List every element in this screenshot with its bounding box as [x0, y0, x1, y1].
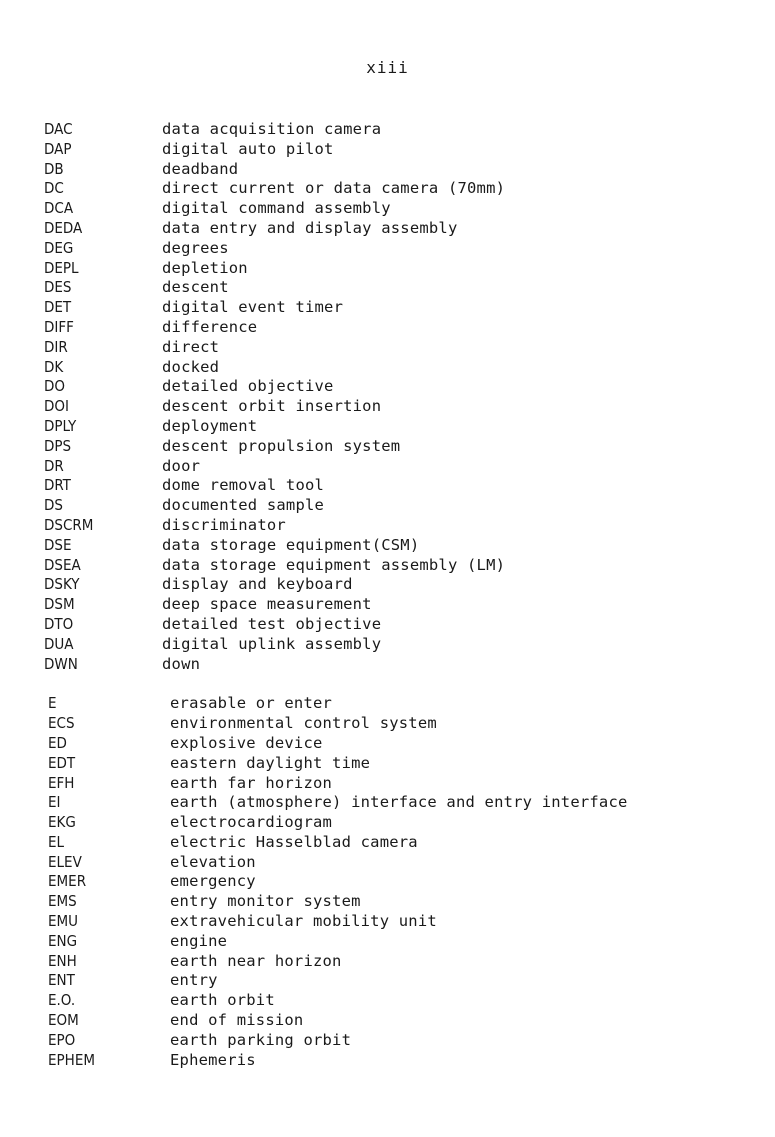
glossary-entry [44, 1051, 744, 1071]
glossary-entry [44, 694, 744, 714]
glossary-entry [44, 278, 744, 298]
glossary-entry [44, 714, 744, 734]
abbreviation: DAP [44, 139, 72, 158]
glossary-entry [44, 199, 744, 219]
abbreviation: DUA [44, 634, 74, 653]
page-number: xiii [366, 58, 409, 77]
definition: engine [170, 931, 228, 950]
section-spacer [44, 674, 744, 694]
definition: deadband [162, 159, 239, 178]
glossary-entry [44, 556, 744, 576]
definition: descent [162, 278, 229, 297]
abbreviation: ENT [48, 971, 75, 990]
definition: earth parking orbit [170, 1030, 352, 1049]
abbreviation: EMS [48, 892, 77, 911]
glossary-entry [44, 160, 744, 180]
definition: Ephemeris [170, 1050, 256, 1069]
abbreviation: E [48, 694, 57, 713]
glossary-entry [44, 457, 744, 477]
definition: detailed test objective [162, 614, 382, 633]
abbreviation: DC [44, 179, 64, 198]
glossary-entry [44, 338, 744, 358]
glossary-entry [44, 912, 744, 932]
abbreviation: EMU [48, 912, 79, 931]
abbreviation: EL [48, 832, 65, 851]
abbreviation: DPLY [44, 416, 77, 435]
abbreviation: ECS [48, 714, 75, 733]
definition: difference [162, 317, 258, 336]
definition: emergency [170, 872, 256, 891]
definition: detailed objective [162, 377, 334, 396]
definition: digital uplink assembly [162, 634, 382, 653]
abbreviation: DB [44, 159, 64, 178]
abbreviation: ENG [48, 931, 78, 950]
glossary-entry [44, 536, 744, 556]
abbreviation: ELEV [48, 852, 82, 871]
glossary-entry [44, 952, 744, 972]
definition: documented sample [162, 496, 325, 515]
abbreviation: DPS [44, 436, 72, 455]
abbreviation: DWN [44, 654, 78, 673]
definition: earth (atmosphere) interface and entry interface [170, 793, 628, 812]
glossary-entry [44, 516, 744, 536]
glossary-entry [44, 635, 744, 655]
definition: environmental control system [170, 714, 437, 733]
definition: eastern daylight time [170, 753, 371, 772]
glossary-entry [44, 259, 744, 279]
glossary-entry [44, 615, 744, 635]
abbreviation: EI [48, 793, 61, 812]
definition: electrocardiogram [170, 813, 333, 832]
definition: digital event timer [162, 298, 344, 317]
definition: down [162, 654, 201, 673]
definition: depletion [162, 258, 248, 277]
glossary-entry [44, 437, 744, 457]
glossary-entry [44, 971, 744, 991]
abbreviation: ED [48, 733, 67, 752]
abbreviation: EDT [48, 753, 76, 772]
abbreviation: DSCRM [44, 515, 94, 534]
abbreviation: DRT [44, 476, 71, 495]
abbreviation: EOM [48, 1011, 79, 1030]
abbreviation: DO [44, 377, 66, 396]
definition: docked [162, 357, 220, 376]
abbreviation: DSE [44, 535, 72, 554]
abbreviation: EPHEM [48, 1050, 95, 1069]
glossary-entry [44, 892, 744, 912]
abbreviation: DOI [44, 397, 69, 416]
abbreviation: E.O. [48, 991, 76, 1010]
definition: direct current or data camera (70mm) [162, 179, 506, 198]
abbreviation: DSEA [44, 555, 81, 574]
glossary-entry [44, 239, 744, 259]
glossary-entry [44, 595, 744, 615]
glossary-entry [44, 358, 744, 378]
definition: elevation [170, 852, 256, 871]
abbreviation: DS [44, 496, 63, 515]
glossary-entry [44, 318, 744, 338]
glossary-entry [44, 219, 744, 239]
abbreviation: DET [44, 298, 72, 317]
glossary-entry [44, 872, 744, 892]
glossary-entry [44, 496, 744, 516]
definition: discriminator [162, 515, 286, 534]
abbreviation: DTO [44, 614, 74, 633]
definition: data storage equipment assembly (LM) [162, 555, 506, 574]
definition: degrees [162, 238, 229, 257]
abbreviation: DR [44, 456, 64, 475]
abbreviation: DAC [44, 120, 73, 138]
abbreviation: EMER [48, 872, 87, 891]
abbreviation: EKG [48, 813, 76, 832]
definition: digital auto pilot [162, 139, 334, 158]
definition: descent propulsion system [162, 436, 401, 455]
glossary-entry [44, 417, 744, 437]
glossary-entry [44, 932, 744, 952]
glossary-entry [44, 1011, 744, 1031]
abbreviation-glossary [44, 120, 744, 1070]
glossary-section-e [44, 694, 744, 1070]
abbreviation: DEPL [44, 258, 79, 277]
abbreviation: DCA [44, 199, 74, 218]
definition: extravehicular mobility unit [170, 912, 437, 931]
glossary-entry [44, 813, 744, 833]
abbreviation: DEDA [44, 218, 83, 237]
glossary-entry [44, 1031, 744, 1051]
definition: earth far horizon [170, 773, 333, 792]
definition: direct [162, 337, 220, 356]
abbreviation: DK [44, 357, 64, 376]
glossary-section-d [44, 120, 744, 674]
definition: deployment [162, 416, 258, 435]
glossary-entry [44, 575, 744, 595]
glossary-entry [44, 734, 744, 754]
abbreviation: DSKY [44, 575, 80, 594]
definition: deep space measurement [162, 595, 372, 614]
definition: earth near horizon [170, 951, 342, 970]
definition: data entry and display assembly [162, 218, 458, 237]
abbreviation: DIR [44, 337, 68, 356]
definition: door [162, 456, 201, 475]
definition: end of mission [170, 1011, 304, 1030]
definition: erasable or enter [170, 694, 333, 713]
definition: digital command assembly [162, 199, 391, 218]
definition: entry [170, 971, 218, 990]
glossary-entry [44, 298, 744, 318]
abbreviation: EPO [48, 1030, 76, 1049]
abbreviation: DEG [44, 238, 74, 257]
definition: entry monitor system [170, 892, 361, 911]
definition: data acquisition camera [162, 120, 382, 138]
glossary-entry [44, 377, 744, 397]
definition: dome removal tool [162, 476, 325, 495]
abbreviation: DES [44, 278, 72, 297]
glossary-entry [44, 140, 744, 160]
glossary-entry [44, 774, 744, 794]
definition: earth orbit [170, 991, 275, 1010]
glossary-entry [44, 179, 744, 199]
definition: data storage equipment(CSM) [162, 535, 420, 554]
definition: explosive device [170, 733, 323, 752]
glossary-entry [44, 853, 744, 873]
glossary-entry [44, 476, 744, 496]
definition: electric Hasselblad camera [170, 832, 418, 851]
glossary-entry [44, 991, 744, 1011]
glossary-entry [44, 655, 744, 675]
abbreviation: ENH [48, 951, 77, 970]
abbreviation: DIFF [44, 317, 74, 336]
definition: display and keyboard [162, 575, 353, 594]
abbreviation: EFH [48, 773, 75, 792]
glossary-entry [44, 754, 744, 774]
definition: descent orbit insertion [162, 397, 382, 416]
glossary-entry [44, 120, 744, 140]
abbreviation: DSM [44, 595, 75, 614]
glossary-entry [44, 397, 744, 417]
glossary-entry [44, 793, 744, 813]
glossary-entry [44, 833, 744, 853]
